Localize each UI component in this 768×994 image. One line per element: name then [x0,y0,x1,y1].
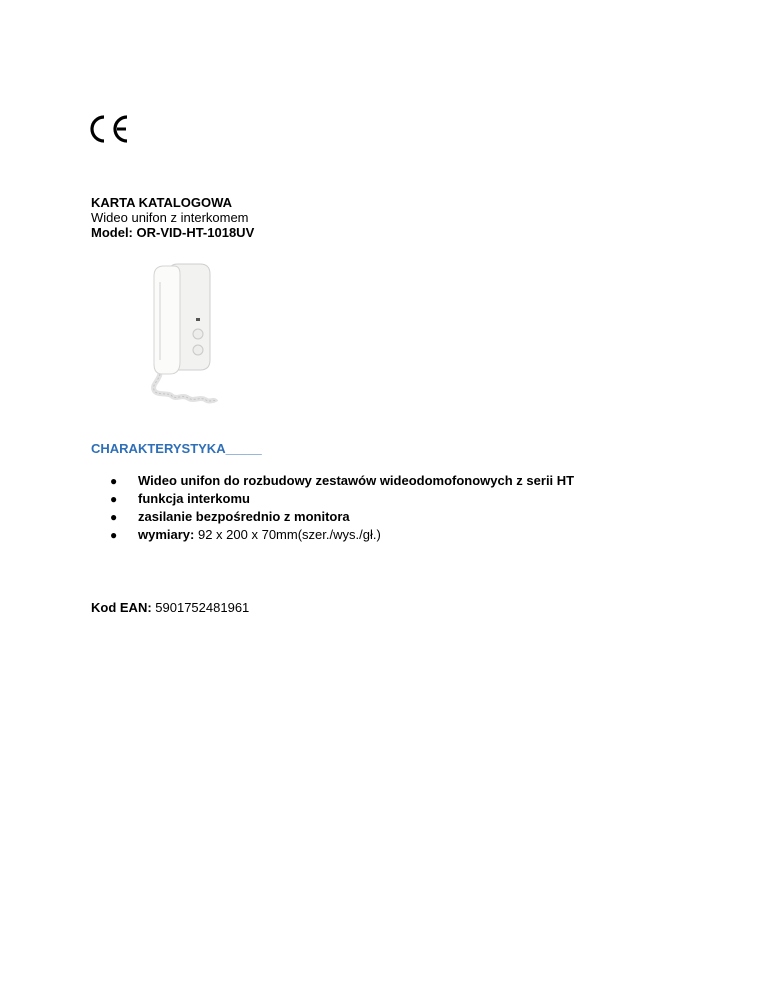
intercom-handset-icon [154,264,216,402]
list-item [110,526,574,544]
section-heading-text: CHARAKTERYSTYKA [91,441,226,456]
bullet-icon: ● [110,492,118,506]
header-block [91,195,254,240]
document-subtitle: Wideo unifon z interkomem [91,210,249,225]
feature-text-bold: wymiary: [138,527,195,542]
section-heading-rule: _____ [225,441,262,456]
bullet-icon: ● [110,474,118,488]
ean-value: 5901752481961 [151,600,250,615]
section-heading [91,441,262,456]
feature-text-bold: funkcja interkomu [138,491,250,506]
bullet-icon: ● [110,528,118,542]
list-item [110,472,574,490]
model-number: Model: OR-VID-HT-1018UV [91,225,255,240]
ean-label: Kod EAN: [91,600,152,615]
document-title: KARTA KATALOGOWA [91,195,233,210]
ce-mark-icon [90,114,138,144]
feature-text: 92 x 200 x 70mm(szer./wys./gł.) [194,527,381,542]
ean-code [91,600,249,615]
product-image [148,262,228,410]
feature-text-bold: zasilanie bezpośrednio z monitora [138,509,350,524]
feature-list [110,472,574,544]
bullet-icon: ● [110,510,118,524]
list-item [110,490,574,508]
feature-text-bold: Wideo unifon do rozbudowy zestawów wideodomofonowych z serii HT [138,473,575,488]
list-item [110,508,574,526]
